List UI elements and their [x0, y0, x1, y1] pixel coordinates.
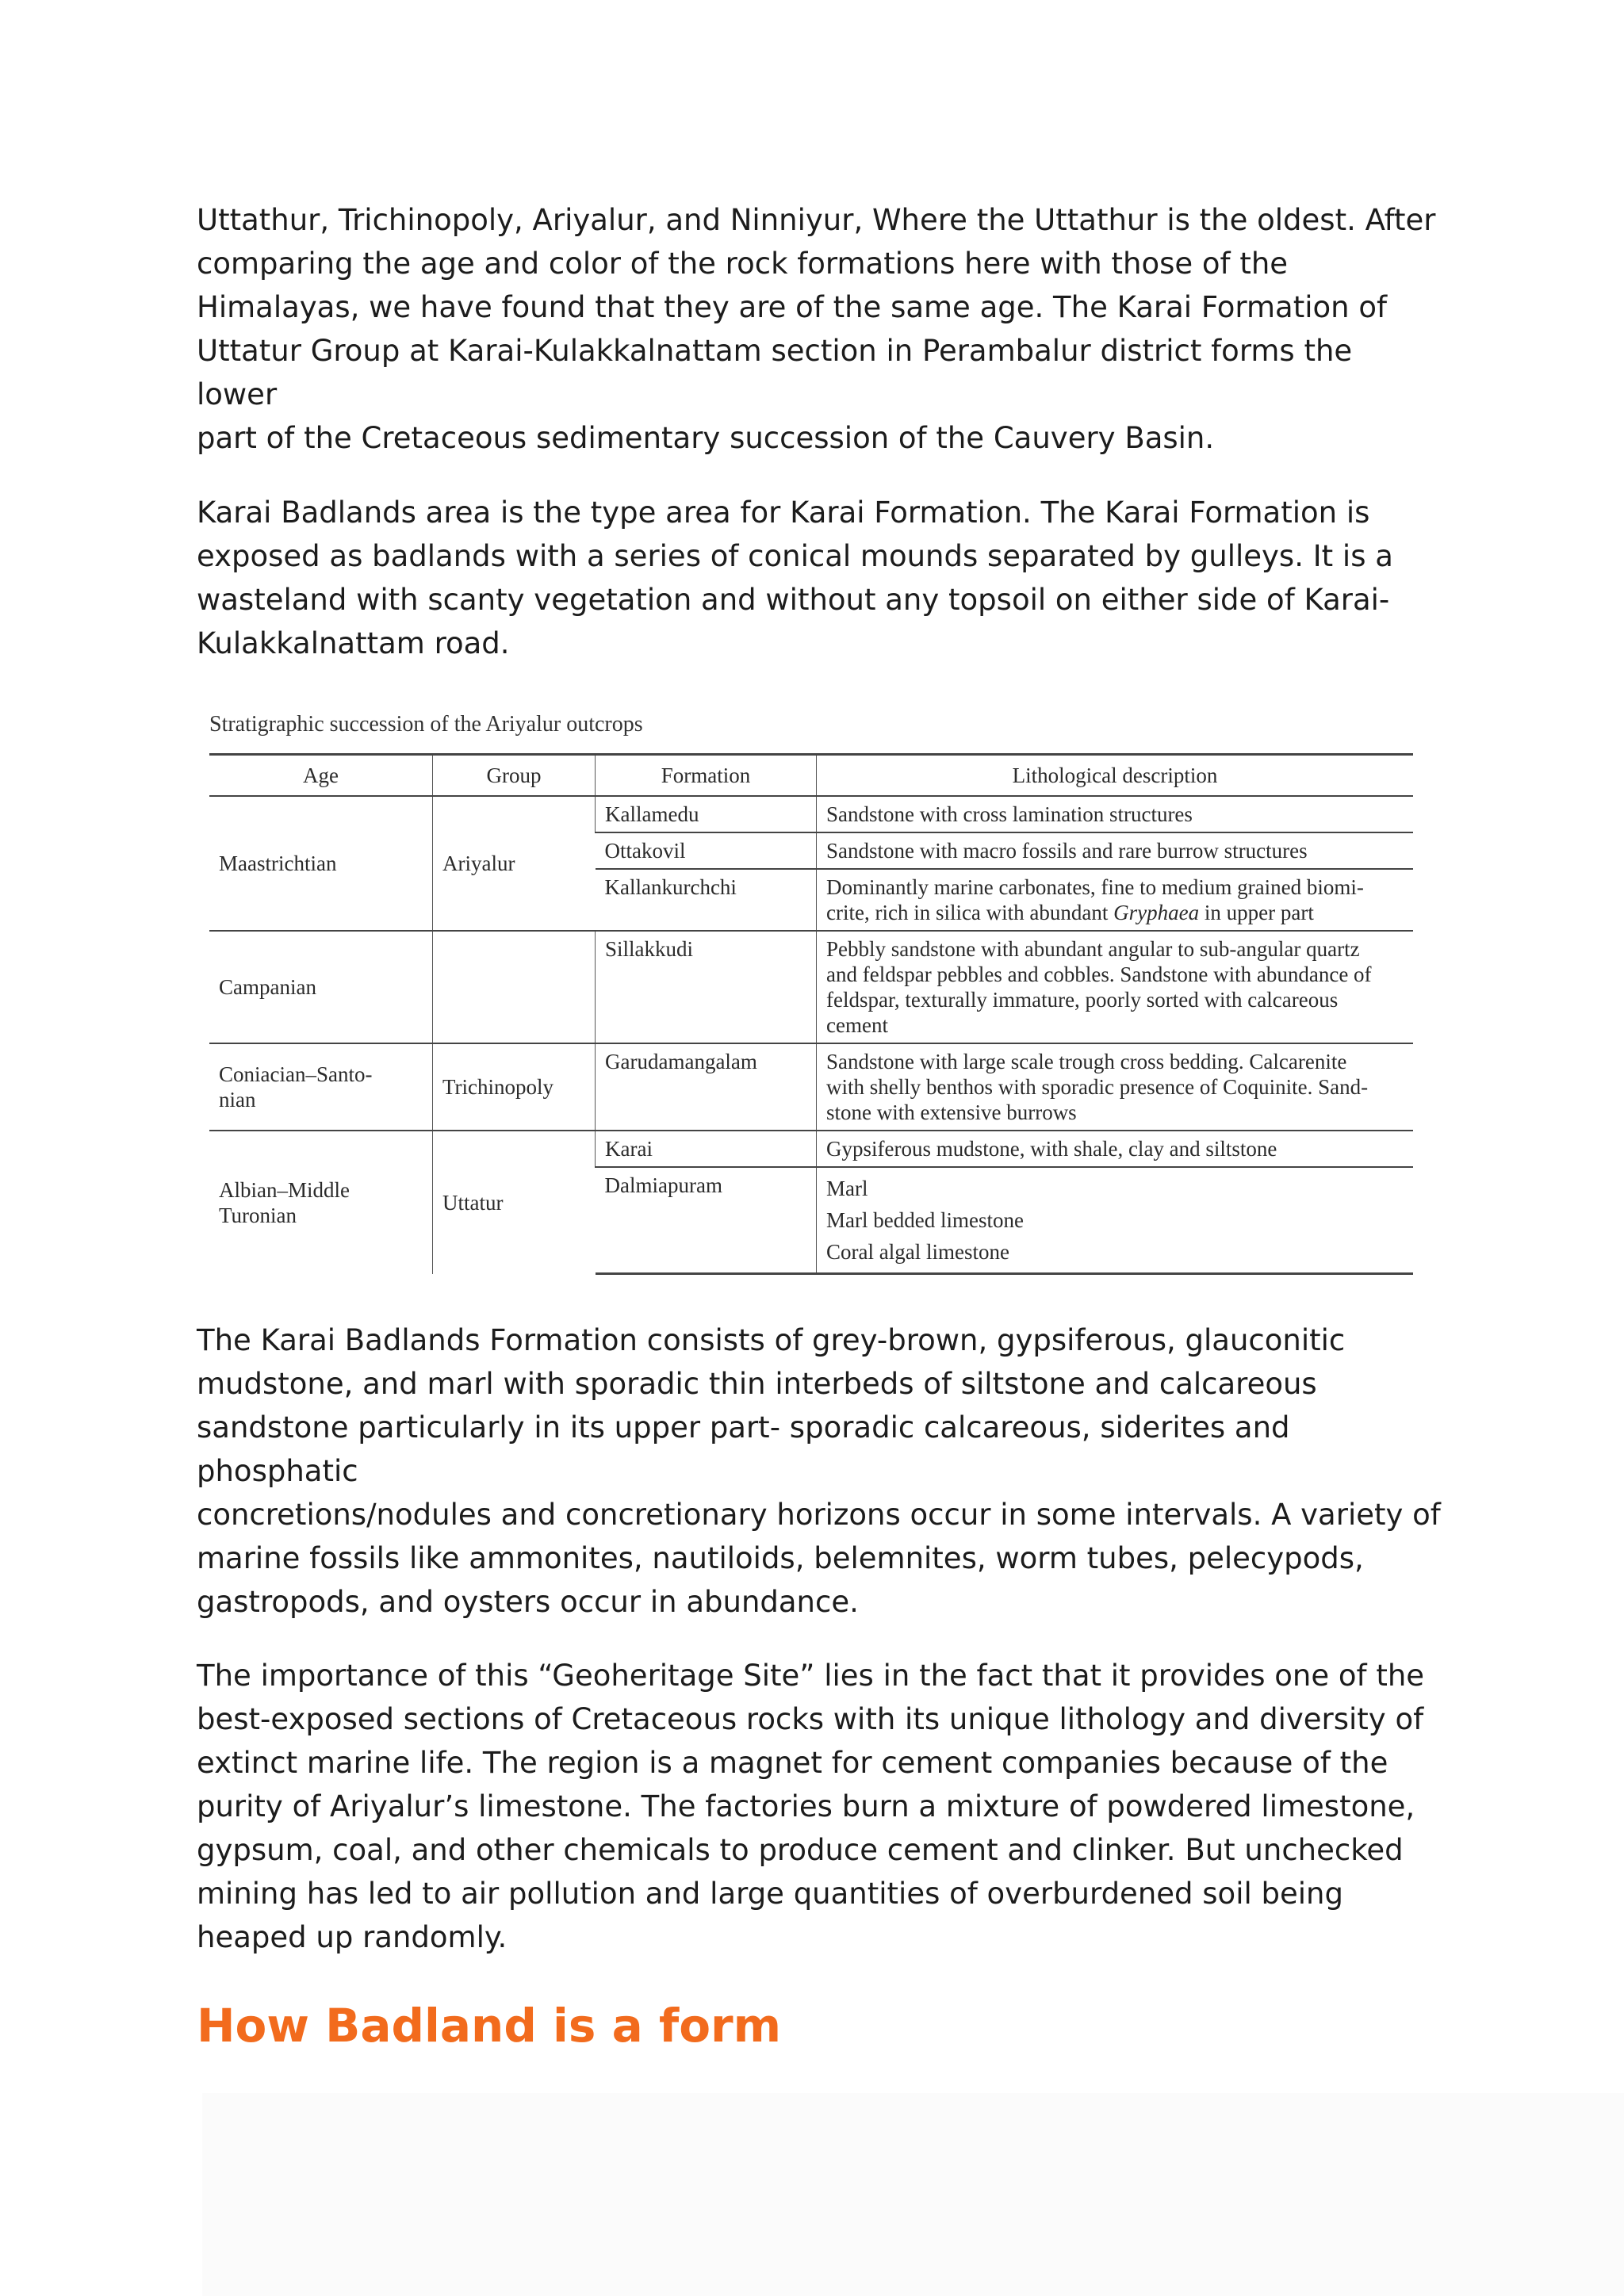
age-cell: Maastrichtian [209, 796, 433, 931]
description-cell: Sandstone with macro fossils and rare burrow structures [817, 832, 1414, 869]
faint-background-panel [202, 2093, 1624, 2296]
formation-cell: Kallamedu [596, 796, 817, 832]
formation-cell: Sillakkudi [596, 931, 817, 1043]
description-cell: Sandstone with large scale trough cross bedding. Calcarenite with shelly benthos with sporadic presence of Coquinite. Sand- stone with extensive burrows [817, 1043, 1414, 1131]
description-cell [817, 1167, 1414, 1274]
age-cell: Albian–Middle Turonian [219, 1177, 350, 1227]
description-genus-italic: Gryphaea [1113, 901, 1200, 924]
stratigraphy-table-figure [197, 704, 1418, 1264]
table-row [209, 1043, 1413, 1131]
table-header-row [209, 755, 1413, 797]
paragraph-karai-badlands: Karai Badlands area is the type area for Karai Formation. The Karai Formation is exposed as badlands with a series of conical mounds separated by gulleys. It is a wasteland with scanty vegetation and without any topsoil on either side of Karai- Kulakkalnattam road. [197, 496, 1393, 660]
header-lithology: Lithological description [817, 755, 1414, 797]
description-line: Marl bedded limestone [826, 1208, 1024, 1232]
description-line: Marl [826, 1177, 868, 1200]
formation-cell: Dalmiapuram [596, 1167, 817, 1274]
description-cell: Sandstone with cross lamination structures [817, 796, 1414, 832]
group-cell: Trichinopoly [433, 1043, 596, 1131]
description-cell: Pebbly sandstone with abundant angular to sub-angular quartz and feldspar pebbles and cobbles. Sandstone with abundance of feldspar, texturally immature, poorly sorted with calcareous cement [817, 931, 1414, 1043]
age-cell: Coniacian–Santo- nian [209, 1043, 433, 1131]
table-caption: Stratigraphic succession of the Ariyalur outcrops [209, 712, 643, 737]
description-line: Coral algal limestone [826, 1240, 1009, 1264]
section-heading: How Badland is a form [197, 1999, 782, 2053]
paragraph-formations-intro: Uttathur, Trichinopoly, Ariyalur, and Ninniyur, Where the Uttathur is the oldest. After comparing the age and color of the rock formations here with those of the Himalayas, we have found that they are of the same age. The Karai Formation of Uttatur Group at Karai-Kulakkalnattam section in Perambalur district forms the lower part of the Cretaceous sedimentary succession of the Cauvery Basin. [197, 203, 1436, 455]
group-cell-empty [433, 931, 596, 1043]
formation-cell: Karai [596, 1131, 817, 1167]
header-age: Age [209, 755, 433, 797]
age-cell: Campanian [209, 931, 433, 1043]
table-row [209, 1131, 1413, 1167]
description-cell: Gypsiferous mudstone, with shale, clay and siltstone [817, 1131, 1414, 1167]
formation-cell: Garudamangalam [596, 1043, 817, 1131]
formation-cell: Kallankurchchi [596, 869, 817, 931]
header-formation: Formation [596, 755, 817, 797]
formation-cell: Ottakovil [596, 832, 817, 869]
description-text: Dominantly marine carbonates, fine to medium grained biomi- crite, rich in silica with abundant [826, 875, 1364, 924]
header-group: Group [433, 755, 596, 797]
stratigraphy-table [209, 753, 1413, 1275]
paragraph-formation-composition: The Karai Badlands Formation consists of grey-brown, gypsiferous, glauconitic mudstone, and marl with sporadic thin interbeds of siltstone and calcareous sandstone particularly in its upper part- sporadic calcareous, siderites and phosphatic concretions/nodules and concretionary horizons occur in some intervals. A variety of marine fossils like ammonites, nautiloids, belemnites, worm tubes, pelecypods, gastropods, and oysters occur in abundance. [197, 1323, 1441, 1619]
description-cell [817, 869, 1414, 931]
group-cell: Uttatur [433, 1131, 596, 1274]
group-cell: Ariyalur [433, 796, 596, 931]
paragraph-geoheritage-importance: The importance of this “Geoheritage Site” lies in the fact that it provides one of the best-exposed sections of Cretaceous rocks with its unique lithology and diversity of extinct marine life. The region is a magnet for cement companies because of the purity of Ariyalur’s limestone. The factories burn a mixture of powdered limestone, gypsum, coal, and other chemicals to produce cement and clinker. But unchecked mining has led to air pollution and large quantities of overburdened soil being heaped up randomly. [197, 1659, 1425, 1954]
table-row [209, 931, 1413, 1043]
table-row [209, 796, 1413, 832]
description-text: in upper part [1199, 901, 1314, 924]
